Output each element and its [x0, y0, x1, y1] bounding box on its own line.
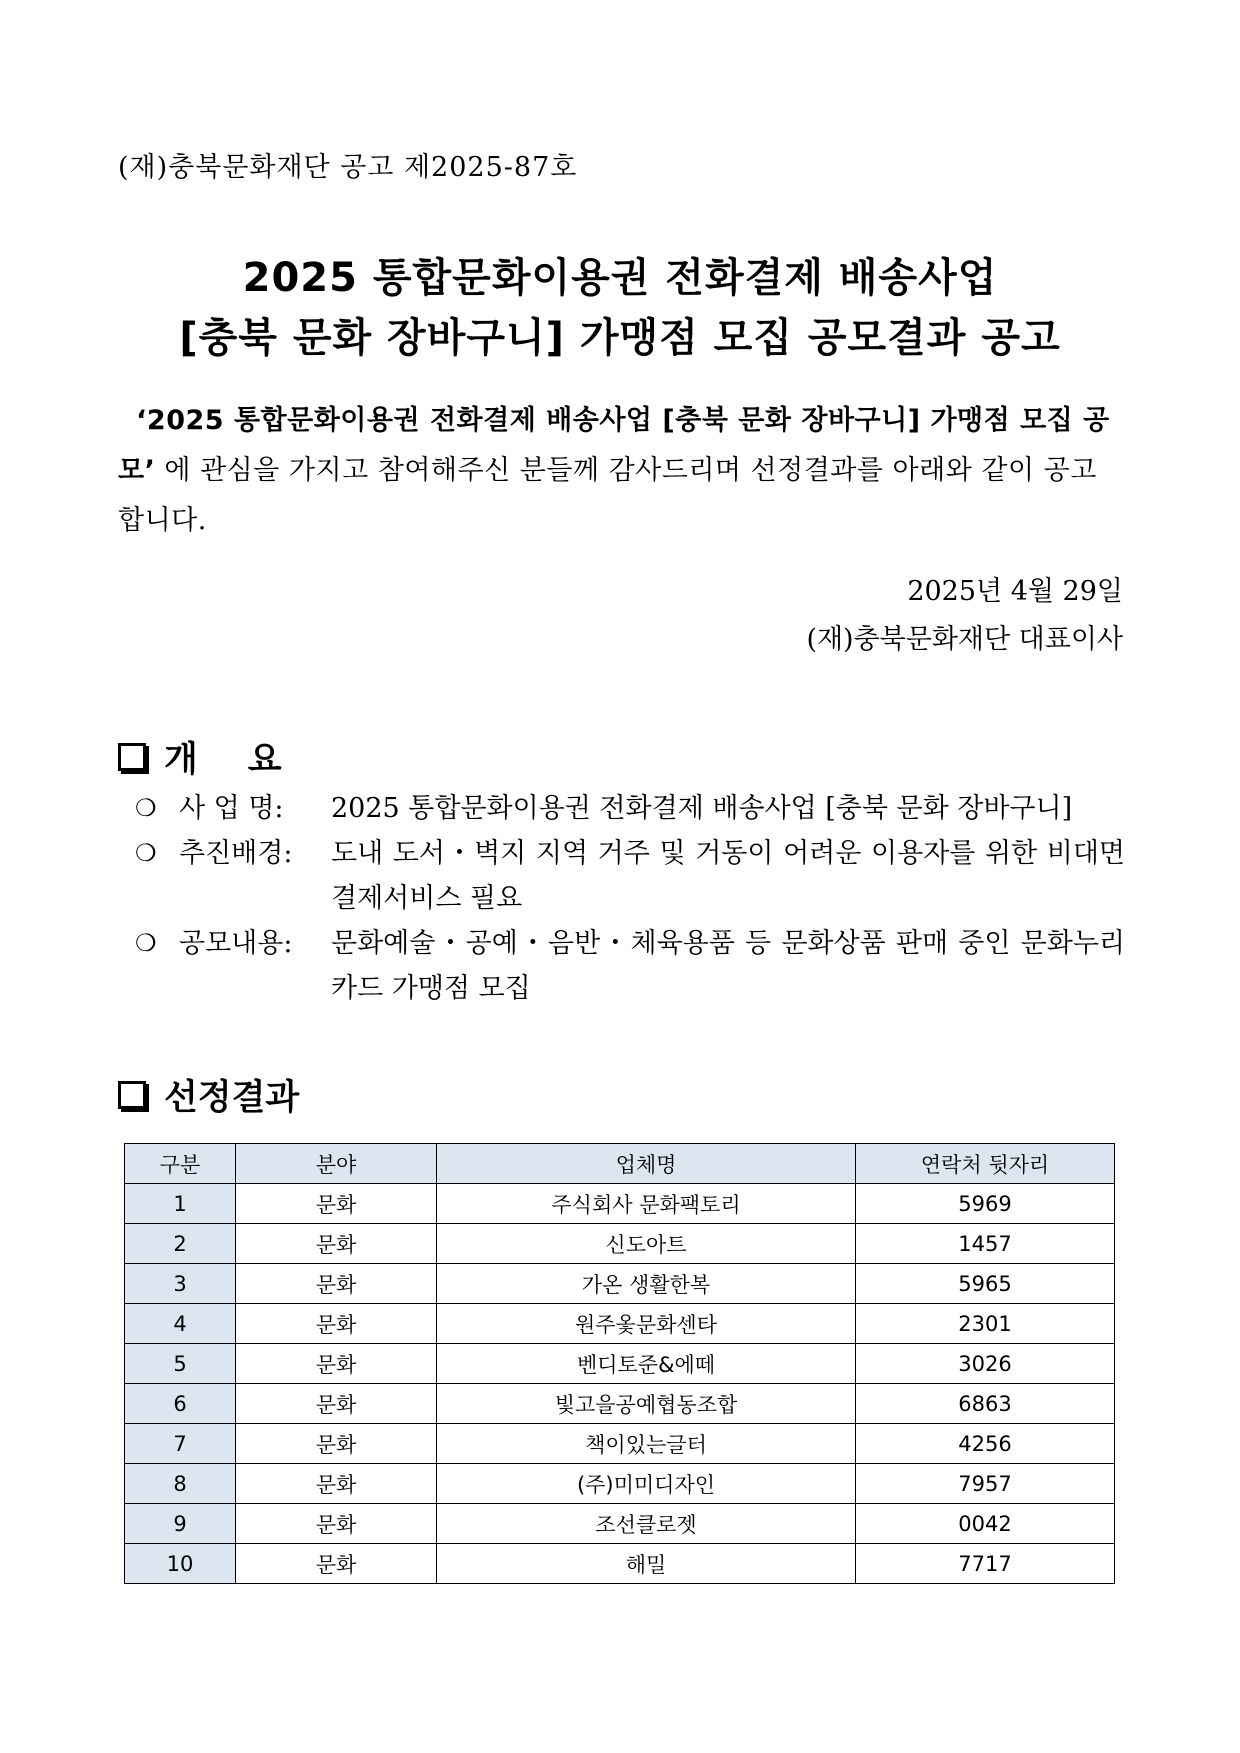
- column-header-contact: 연락처 뒷자리: [856, 1144, 1115, 1184]
- results-heading-label: 선정결과: [164, 1078, 300, 1118]
- document-title: [0, 248, 1240, 368]
- cell-contact: 6863: [856, 1384, 1115, 1424]
- circle-bullet-icon: ❍: [135, 794, 157, 822]
- cell-contact: 5969: [856, 1184, 1115, 1224]
- checkbox-square-icon: [118, 743, 146, 771]
- table-row: [125, 1544, 1115, 1584]
- checkbox-square-icon: [118, 1081, 146, 1109]
- cell-contact: 1457: [856, 1224, 1115, 1264]
- cell-contact: 2301: [856, 1304, 1115, 1344]
- overview-item-key: 추진배경:: [179, 838, 293, 869]
- cell-company: 주식회사 문화팩토리: [437, 1184, 856, 1224]
- cell-company: 가온 생활한복: [437, 1264, 856, 1304]
- overview-item-value: 2025 통합문화이용권 전화결제 배송사업 [충북 문화 장바구니]: [331, 793, 1073, 824]
- notice-number: (재)충북문화재단 공고 제2025-87호: [118, 152, 578, 183]
- results-table: [124, 1143, 1115, 1584]
- overview-item: [135, 831, 1125, 921]
- table-row: [125, 1304, 1115, 1344]
- cell-company: 신도아트: [437, 1224, 856, 1264]
- overview-item-value: 문화예술・공예・음반・체육용품 등 문화상품 판매 중인 문화누리카드 가맹점 모집: [331, 928, 1125, 1004]
- table-row: [125, 1224, 1115, 1264]
- cell-field: 문화: [236, 1424, 437, 1464]
- cell-field: 문화: [236, 1344, 437, 1384]
- table-row: [125, 1264, 1115, 1304]
- overview-item-value: 도내 도서・벽지 지역 거주 및 거동이 어려운 이용자를 위한 비대면 결제서비스 필요: [331, 838, 1125, 914]
- cell-number: 8: [125, 1464, 236, 1504]
- circle-bullet-icon: ❍: [135, 839, 157, 867]
- cell-number: 7: [125, 1424, 236, 1464]
- cell-contact: 5965: [856, 1264, 1115, 1304]
- title-line-1: 2025 통합문화이용권 전화결제 배송사업: [242, 255, 998, 301]
- table-row: [125, 1344, 1115, 1384]
- cell-number: 10: [125, 1544, 236, 1584]
- cell-contact: 4256: [856, 1424, 1115, 1464]
- cell-number: 6: [125, 1384, 236, 1424]
- cell-field: 문화: [236, 1464, 437, 1504]
- signature-block: [806, 568, 1123, 664]
- table-header-row: [125, 1144, 1115, 1184]
- cell-field: 문화: [236, 1504, 437, 1544]
- intro-paragraph: [118, 396, 1123, 546]
- cell-company: 조선클로젯: [437, 1504, 856, 1544]
- cell-contact: 7717: [856, 1544, 1115, 1584]
- overview-heading: [118, 732, 332, 782]
- overview-item-key: 공모내용:: [179, 928, 293, 959]
- cell-company: 해밀: [437, 1544, 856, 1584]
- table-row: [125, 1424, 1115, 1464]
- cell-number: 5: [125, 1344, 236, 1384]
- cell-number: 4: [125, 1304, 236, 1344]
- cell-field: 문화: [236, 1224, 437, 1264]
- column-header-field: 분야: [236, 1144, 437, 1184]
- intro-quoted-title: ‘2025 통합문화이용권 전화결제 배송사업 [충북 문화 장바구니] 가맹점 모집 공모’: [118, 405, 1110, 486]
- cell-number: 1: [125, 1184, 236, 1224]
- cell-field: 문화: [236, 1184, 437, 1224]
- table-row: [125, 1184, 1115, 1224]
- intro-text: 에 관심을 가지고 참여해주신 분들께 감사드리며 선정결과를 아래와 같이 공고합니다.: [118, 455, 1097, 536]
- cell-field: 문화: [236, 1384, 437, 1424]
- cell-number: 9: [125, 1504, 236, 1544]
- cell-number: 3: [125, 1264, 236, 1304]
- cell-field: 문화: [236, 1544, 437, 1584]
- overview-item: [135, 786, 1125, 831]
- results-heading: [118, 1070, 299, 1120]
- cell-field: 문화: [236, 1264, 437, 1304]
- overview-heading-label: 개요: [164, 740, 332, 780]
- cell-company: 원주옻문화센타: [437, 1304, 856, 1344]
- table-row: [125, 1384, 1115, 1424]
- cell-company: (주)미미디자인: [437, 1464, 856, 1504]
- cell-company: 벤디토준&에떼: [437, 1344, 856, 1384]
- notice-date: 2025년 4월 29일: [907, 576, 1123, 607]
- table-row: [125, 1464, 1115, 1504]
- cell-contact: 7957: [856, 1464, 1115, 1504]
- column-header-company: 업체명: [437, 1144, 856, 1184]
- overview-item-key: 사 업 명:: [179, 793, 284, 824]
- issuer: (재)충북문화재단 대표이사: [806, 624, 1123, 655]
- circle-bullet-icon: ❍: [135, 929, 157, 957]
- cell-company: 빛고을공예협동조합: [437, 1384, 856, 1424]
- cell-contact: 0042: [856, 1504, 1115, 1544]
- title-line-2: [충북 문화 장바구니] 가맹점 모집 공모결과 공고: [179, 315, 1061, 361]
- overview-list: [135, 786, 1125, 1011]
- cell-number: 2: [125, 1224, 236, 1264]
- table-row: [125, 1504, 1115, 1544]
- column-header-number: 구분: [125, 1144, 236, 1184]
- overview-item: [135, 921, 1125, 1011]
- cell-contact: 3026: [856, 1344, 1115, 1384]
- cell-field: 문화: [236, 1304, 437, 1344]
- cell-company: 책이있는글터: [437, 1424, 856, 1464]
